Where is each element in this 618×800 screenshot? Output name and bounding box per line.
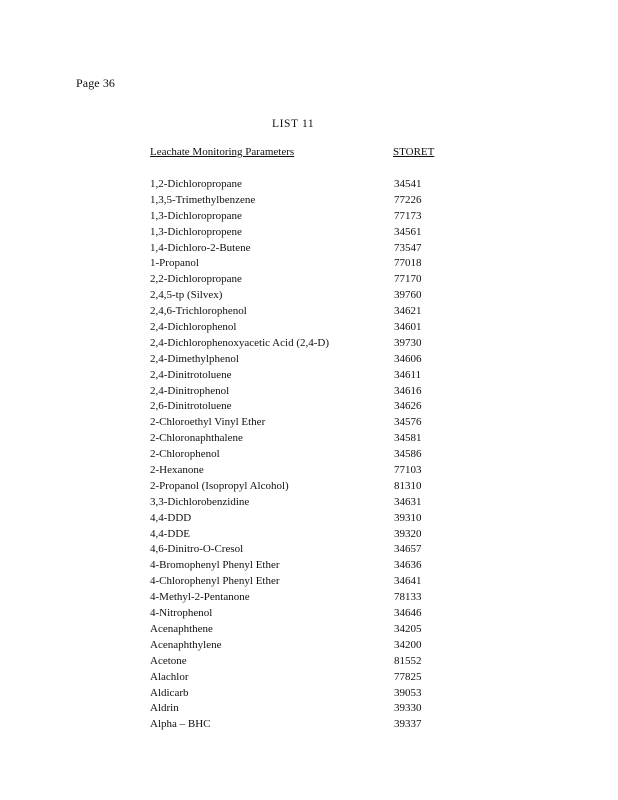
table-row [150, 272, 470, 288]
storet-code: 39053 [394, 686, 422, 699]
storet-code: 34541 [394, 178, 422, 190]
storet-code: 34611 [394, 368, 422, 381]
table-row [150, 415, 470, 431]
storet-code: 34641 [394, 575, 422, 588]
storet-code: 34200 [394, 638, 422, 651]
table-row [150, 638, 470, 654]
parameter-name: 4,6-Dinitro-O-Cresol [150, 543, 244, 556]
parameter-name: 4-Bromophenyl Phenyl Ether [150, 559, 280, 572]
parameter-name: 1,2-Dichloropropane [150, 178, 242, 190]
parameter-name: 2,4,5-tp (Silvex) [150, 289, 223, 302]
table-row [150, 209, 470, 225]
storet-code: 34205 [394, 622, 422, 635]
parameter-name: 1,3-Dichloropropene [150, 225, 242, 238]
page-number: Page 36 [76, 76, 116, 90]
table-row [150, 670, 470, 686]
parameter-name: 2-Chloroethyl Vinyl Ether [150, 416, 266, 429]
parameter-name: 4,4-DDE [150, 527, 191, 540]
storet-code: 39320 [394, 527, 422, 540]
storet-code: 34616 [394, 384, 422, 397]
table-row [150, 336, 470, 352]
storet-code: 34606 [394, 352, 422, 365]
table-row [150, 686, 470, 702]
storet-code: 73547 [394, 241, 422, 254]
table-row [150, 479, 470, 495]
parameter-name: Acenaphthylene [150, 638, 222, 651]
parameter-name: 1,3,5-Trimethylbenzene [150, 193, 256, 206]
table-row [150, 558, 470, 574]
table-row [150, 288, 470, 304]
parameter-name: 1,4-Dichloro-2-Butene [150, 241, 251, 254]
storet-code: 39730 [394, 336, 422, 349]
table-row [150, 431, 470, 447]
storet-code: 34626 [394, 400, 422, 413]
parameter-name: 2-Chloronaphthalene [150, 432, 243, 445]
table-row [150, 606, 470, 622]
parameter-name: 2-Chlorophenol [150, 448, 220, 461]
storet-code: 34636 [394, 559, 422, 572]
storet-code: 34601 [394, 321, 422, 334]
parameter-name: 2,4,6-Trichlorophenol [150, 305, 247, 318]
storet-code: 39760 [394, 289, 422, 302]
table-row [150, 574, 470, 590]
storet-code: 34586 [394, 448, 422, 461]
table-row [150, 495, 470, 511]
parameter-name: 2,4-Dichlorophenoxyacetic Acid (2,4-D) [150, 336, 329, 349]
table-row [150, 622, 470, 638]
parameter-name: 2,6-Dinitrotoluene [150, 400, 232, 413]
table-row [150, 527, 470, 543]
storet-code: 81552 [394, 654, 422, 667]
parameter-name: Aldicarb [150, 686, 189, 699]
parameter-name: 4,4-DDD [150, 511, 192, 524]
table-row [150, 225, 470, 241]
parameter-name: 3,3-Dichlorobenzidine [150, 495, 250, 508]
storet-code: 39337 [394, 718, 422, 731]
storet-code: 77173 [394, 209, 422, 222]
parameter-name: 2-Propanol (Isopropyl Alcohol) [150, 479, 289, 492]
parameter-name: Aldrin [150, 702, 179, 715]
parameter-name: Acetone [150, 654, 187, 667]
parameter-name: Acenaphthene [150, 622, 213, 635]
table-row [150, 320, 470, 336]
storet-code: 77018 [394, 257, 422, 270]
table-row [150, 654, 470, 670]
storet-code: 34576 [394, 416, 422, 429]
table-row [150, 511, 470, 527]
storet-code: 34646 [394, 607, 422, 620]
list-title: LIST 11 [272, 118, 315, 130]
parameter-name: 2,4-Dimethylphenol [150, 352, 239, 365]
storet-code: 34561 [394, 225, 422, 238]
storet-code: 39310 [394, 511, 422, 524]
storet-code: 78133 [394, 591, 422, 604]
table-row [150, 368, 470, 384]
table-row [150, 352, 470, 368]
storet-code: 34621 [394, 305, 422, 318]
table-row [150, 304, 470, 320]
storet-code: 34631 [394, 495, 422, 508]
table-row [150, 463, 470, 479]
parameter-table [150, 177, 470, 733]
table-row [150, 701, 470, 717]
storet-code: 77226 [394, 193, 422, 206]
parameter-name: 4-Methyl-2-Pentanone [150, 591, 250, 604]
parameter-name: 1-Propanol [150, 257, 199, 270]
parameter-name: 4-Chlorophenyl Phenyl Ether [150, 575, 280, 588]
table-row [150, 447, 470, 463]
storet-code: 77170 [394, 273, 422, 286]
table-row [150, 384, 470, 400]
table-row [150, 256, 470, 272]
parameter-name: 2-Hexanone [150, 464, 204, 477]
storet-code: 39330 [394, 702, 422, 715]
parameter-name: 4-Nitrophenol [150, 607, 213, 620]
parameter-name: 1,3-Dichloropropane [150, 209, 242, 222]
parameter-name: Alachlor [150, 670, 189, 683]
parameter-name: 2,4-Dinitrophenol [150, 384, 230, 397]
table-row [150, 717, 470, 733]
parameter-name: 2,2-Dichloropropane [150, 273, 242, 286]
storet-column-header: STORET [393, 146, 435, 158]
parameter-name: Alpha – BHC [150, 718, 211, 731]
parameter-column-header: Leachate Monitoring Parameters [150, 146, 295, 158]
table-row [150, 177, 470, 193]
table-row [150, 193, 470, 209]
table-row [150, 542, 470, 558]
parameter-name: 2,4-Dichlorophenol [150, 321, 237, 334]
storet-code: 34581 [394, 432, 422, 445]
parameter-name: 2,4-Dinitrotoluene [150, 368, 232, 381]
table-row [150, 590, 470, 606]
table-row [150, 241, 470, 257]
table-row [150, 399, 470, 415]
storet-code: 77103 [394, 464, 422, 477]
storet-code: 34657 [394, 543, 422, 556]
storet-code: 81310 [394, 479, 422, 492]
storet-code: 77825 [394, 670, 422, 683]
